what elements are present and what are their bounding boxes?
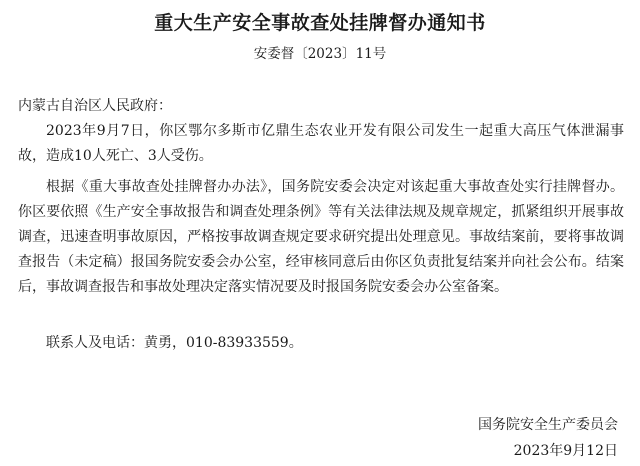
document-number: 安委督〔2023〕11号 [253, 46, 387, 62]
body-paragraph-supervision: 根据《重大事故查处挂牌督办办法》，国务院安委会决定对该起重大事故查处实行挂牌督办。你区要依照《生产安全事故报告和调查处理条例》等有关法律法规及规章规定，抓紧组织开展事故调查，迅速查明事故原因，严格按事故调查规定要求研究提出处理意见。事故结案前，要将事故调查报告（未定稿）报国务院安委会办公室，经审核同意后由你区负责批复结案并向社会公布。结案后，事故调查报告和事故处理决定落实情况要及时报国务院安委会办公室备案。 [18, 179, 624, 295]
issue-date: 2023年9月12日 [513, 443, 618, 459]
body-paragraph-incident: 2023年9月7日，你区鄂尔多斯市亿鼎生态农业开发有限公司发生一起重大高压气体泄漏事故，造成10人死亡、3人受伤。 [18, 123, 624, 164]
issuer-signature: 国务院安全生产委员会 [478, 417, 618, 433]
document-title: 重大生产安全事故查处挂牌督办通知书 [154, 12, 486, 34]
contact-info: 联系人及电话：黄勇，010-83933559。 [46, 335, 303, 351]
addressee: 内蒙古自治区人民政府： [18, 98, 172, 114]
